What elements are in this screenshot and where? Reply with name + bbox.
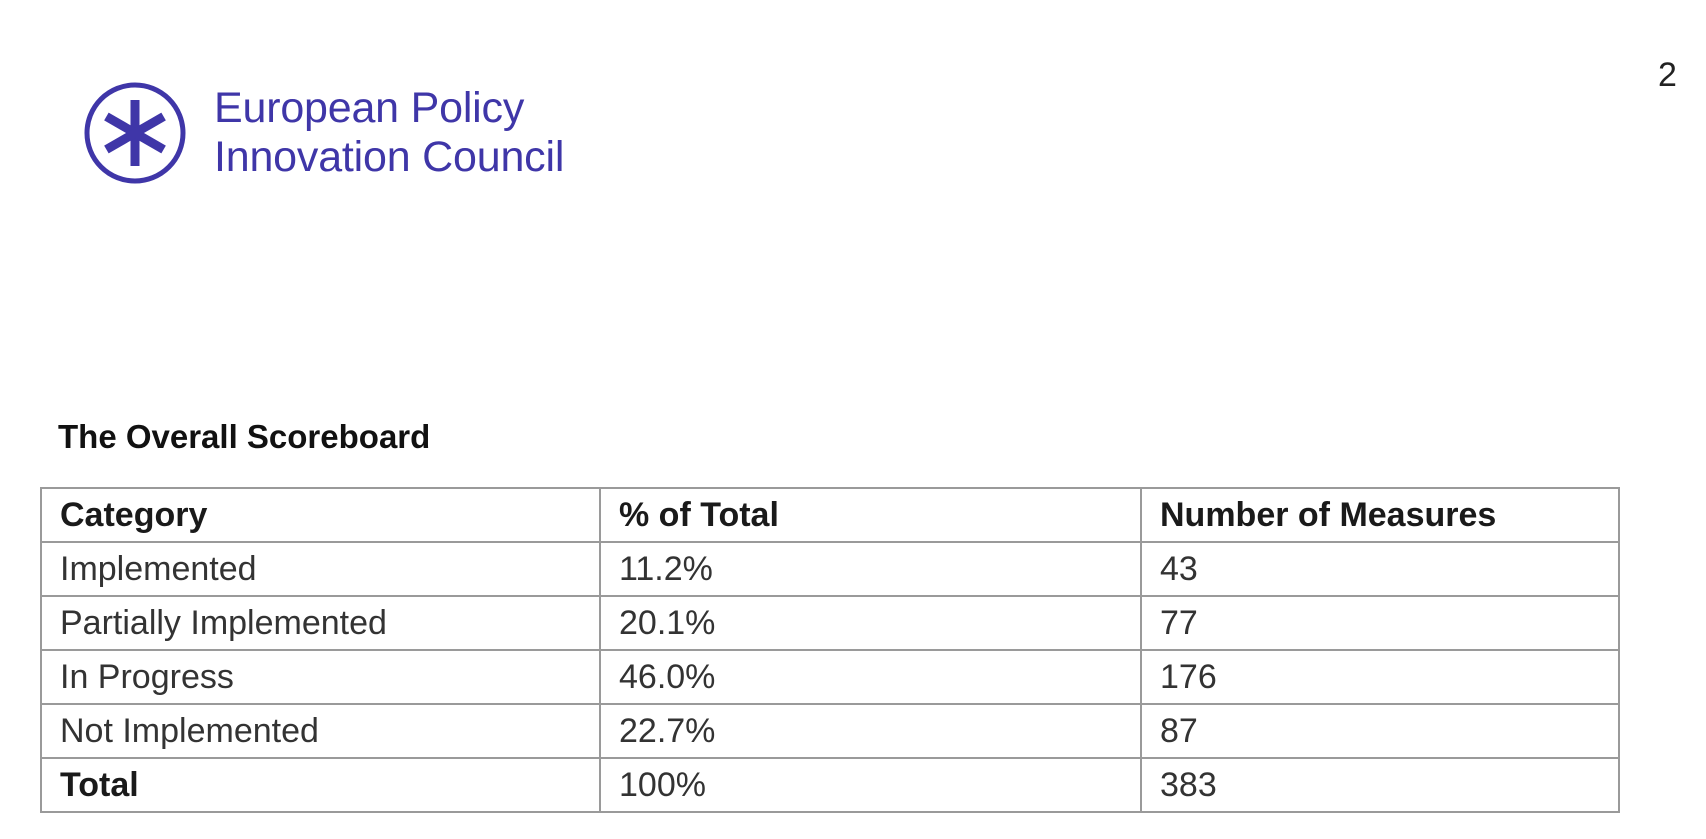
cell-count: 176 <box>1141 650 1619 704</box>
logo-line-1: European Policy <box>214 84 525 133</box>
table-row <box>41 596 1619 650</box>
table-header-row <box>41 488 1619 542</box>
header-percent-of-total: % of Total <box>600 488 1141 542</box>
cell-total-percent: 100% <box>600 758 1141 812</box>
cell-count: 43 <box>1141 542 1619 596</box>
header-category: Category <box>41 488 600 542</box>
cell-count: 87 <box>1141 704 1619 758</box>
cell-category: Implemented <box>41 542 600 596</box>
epic-logo <box>82 80 564 186</box>
asterisk-circle-icon <box>82 80 188 186</box>
section-title: The Overall Scoreboard <box>58 418 431 455</box>
logo-line-2: Innovation Council <box>214 133 565 181</box>
cell-category: Partially Implemented <box>41 596 600 650</box>
table-total-row <box>41 758 1619 812</box>
table-row <box>41 650 1619 704</box>
table-row <box>41 542 1619 596</box>
cell-percent: 22.7% <box>600 704 1141 758</box>
page-number: 2 <box>1658 56 1677 94</box>
logo-wordmark <box>214 84 564 181</box>
scoreboard-table <box>40 487 1620 813</box>
cell-percent: 46.0% <box>600 650 1141 704</box>
cell-percent: 20.1% <box>600 596 1141 650</box>
cell-percent: 11.2% <box>600 542 1141 596</box>
cell-total-count: 383 <box>1141 758 1619 812</box>
header-number-of-measures: Number of Measures <box>1141 488 1619 542</box>
cell-category: Not Implemented <box>41 704 600 758</box>
cell-total-label: Total <box>41 758 600 812</box>
table-row <box>41 704 1619 758</box>
cell-category: In Progress <box>41 650 600 704</box>
cell-count: 77 <box>1141 596 1619 650</box>
